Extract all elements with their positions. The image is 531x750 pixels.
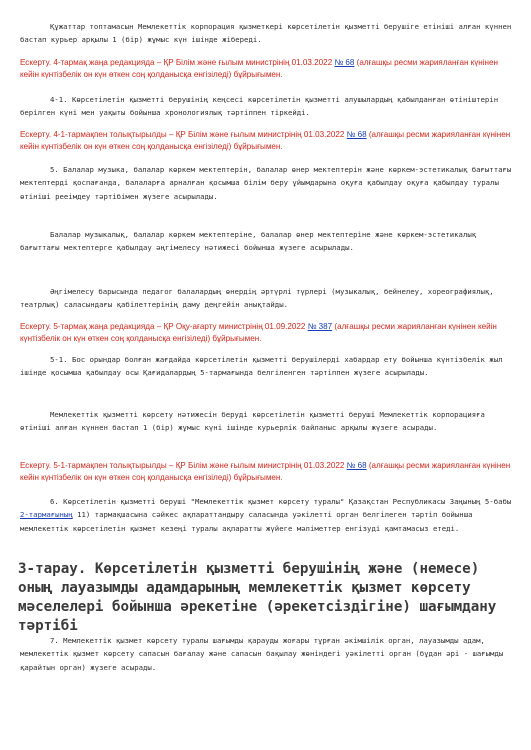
law-article-link[interactable]: 2-тармағының [20,510,73,520]
paragraph-4-1: 4-1. Көрсетілетін қызметті берушінің кеңсесі көрсетілетін қызметті алушылардың қабылданған өтініштерін берілген күні мен уақыты бойынша хронологиялық тәртіппен тіркейді. [20,95,499,118]
paragraph-5-1-part-2: Мемлекеттік қызметті көрсету нәтижесін беруді көрсетілетін қызметті беруші Мемлекеттік корпорацияға өтініші алған күннен бастап 1 (бір) жұмыс күні ішінде курьерлік байланыс арқылы жүзеге асырады. [20,410,485,433]
amendment-note-4: Ескерту. 4-тармақ жаңа редакцияда – ҚР Білім және ғылым министрінің 01.03.2022 № 68 (алғашқы ресми жарияланған күнінен кейін күнтізбелік он күн өткен соң қолданысқа енгізіледі) бұйрығымен. [20,58,498,79]
order-link-68[interactable]: № 68 [346,461,367,470]
paragraph-6: 6. Көрсетілетін қызметті беруші "Мемлекеттік қызмет көрсету туралы" Қазақстан Республикасы Заңының 5-бабы 2-тармағының 11) тармақшасына сәйкес ақпараттандыру саласында уәкілетті орган белгілеген тәртіп бойынша мемлекеттік көрсетілетін қызмет кезеңі туралы ақпаратты жүйеге мәліметтер енгізуді қамтамасыз етеді. [20,497,512,533]
chapter-3-heading: 3-тарау. Көрсетілетін қызметті берушінің және (немесе) оның лауазымды адамдарының мемлекеттік қызмет көрсету мәселелері бойынша әрекетіне (әрекетсіздігіне) шағымдану тәртібі [18,561,497,634]
paragraph-5-part-3: Әңгімелесу барысында педагог балалардың өнердің әртүрлі түрлері (музыкалық, бейнелеу, хореографиялық, театрлық) саласындағы қабілеттерінің даму деңгейін анықтайды. [20,287,494,310]
order-link-68[interactable]: № 68 [334,58,355,67]
paragraph-5-1: 5-1. Бос орындар болған жағдайда көрсетілетін қызметті берушілерді хабардар ету бойынша күнтізбелік жыл ішінде қосымша қабылдау осы Қағидалардың 5-тармағында белгіленген тәртіппен жүзеге асырылады. [20,355,503,378]
paragraph-5: 5. Балалар музыка, балалар көркем мектептерін, балалар өнер мектептерін және көркем-эстетикалық бағыттағы мектептерді қоспағанда, балаларға арналған қосымша білім беру ұйымдарына оқуға қабылдау оқуға қабылдау туралы өтініші рееімдеу тәртібімен жүзеге асырылады. [20,165,512,201]
paragraph-7: 7. Мемлекеттік қызмет көрсету туралы шағымды қарауды жоғары тұрған әкімшілік орган, лауазымды адам, мемлекеттік қызмет көрсету сапасын бағалау және сапасын бақылау жөніндегі уәкілетті орган (бұдан әрі - шағымды қарайтын орган) жүзеге асырады. [20,636,504,672]
order-link-68[interactable]: № 68 [346,130,367,139]
amendment-note-5: Ескерту. 5-тармақ жаңа редакцияда – ҚР Оқу-ағарту министрінің 01.09.2022 № 387 (алғашқы ресми жарияланған күнінен кейін күнтізбелік он күн өткен соң қолданысқа енгізіледі) бұйрығымен. [20,322,497,343]
paragraph-5-part-2: Балалар музыкалық, балалар көркем мектептеріне, балалар өнер мектептеріне және көркем-эстетикалық бағыттағы мектептерге қабылдау әңгімелесу нәтижесі бойынша жүзеге асырылады. [20,230,477,253]
paragraph-4-continuation: Құжаттар топтамасын Мемлекеттік корпорация қызметкері көрсетілетін қызметті берушіге етініші алған күннен бастап курьер арқылы 1 (бір) жұмыс күн ішінде жібереді. [20,22,512,45]
amendment-note-5-1: Ескерту. 5-1-тармақпен толықтырылды – ҚР Білім және ғылым министрінің 01.03.2022 № 68 (алғашқы ресми жарияланған күнінен кейін күнтізбелік он күн өткен соң қолданысқа енгізіледі) бұйрығымен. [20,461,511,482]
amendment-note-4-1: Ескерту. 4-1-тармақпен толықтырылды – ҚР Білім және ғылым министрінің 01.03.2022 № 68 (алғашқы ресми жарияланған күнінен кейін күнтізбелік он күн өткен соң қолданысқа енгізіледі) бұйрығымен. [20,130,511,151]
order-link-387[interactable]: № 387 [307,322,333,331]
